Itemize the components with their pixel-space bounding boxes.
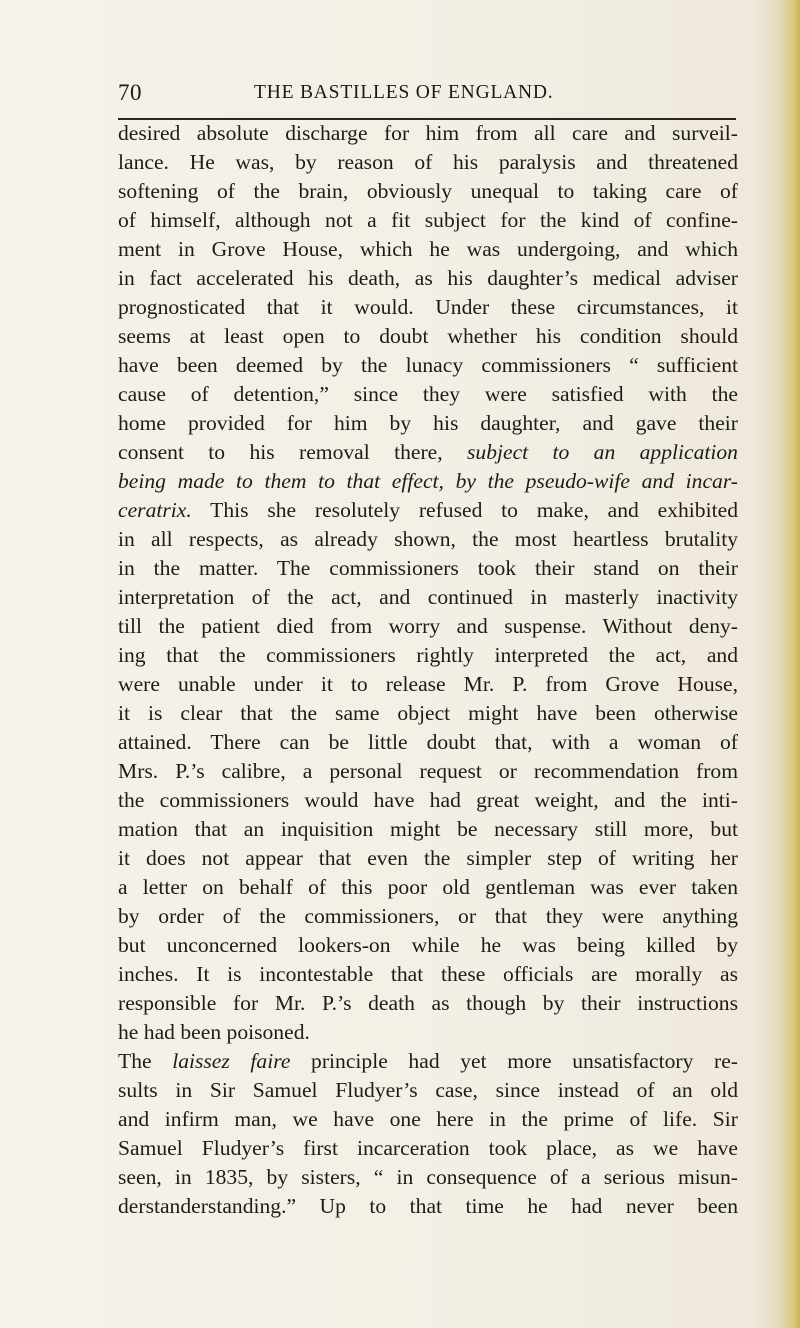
text-line <box>118 293 738 322</box>
text-line <box>118 554 738 583</box>
text-line <box>118 786 738 815</box>
text-run: seen, in 1835, by sisters, “ in consequence of a serious misun- <box>118 1165 738 1189</box>
text-line <box>118 264 738 293</box>
text-run: sults in Sir Samuel Fludyer’s case, since instead of an old <box>118 1078 738 1102</box>
text-run: have been deemed by the lunacy commissioners “ sufficient <box>118 353 738 377</box>
text-line <box>118 873 738 902</box>
text-line <box>118 960 738 989</box>
text-line <box>118 583 738 612</box>
text-run: Samuel Fludyer’s first incarceration took place, as we have <box>118 1136 738 1160</box>
text-line <box>118 177 738 206</box>
text-run: desired absolute discharge for him from all care and surveil- <box>118 121 738 145</box>
text-run: seems at least open to doubt whether his condition should <box>118 324 738 348</box>
text-line <box>118 351 738 380</box>
text-run: home provided for him by his daughter, and gave their <box>118 411 738 435</box>
text-line <box>118 641 738 670</box>
text-run: principle had yet more unsatisfactory re- <box>290 1049 738 1073</box>
text-line <box>118 235 738 264</box>
text-line <box>118 496 738 525</box>
text-run: were unable under it to release Mr. P. from Grove House, <box>118 672 738 696</box>
text-line <box>118 931 738 960</box>
text-run: and infirm man, we have one here in the prime of life. Sir <box>118 1107 738 1131</box>
text-line <box>118 728 738 757</box>
text-run: he had been poisoned. <box>118 1020 310 1044</box>
text-run: by order of the commissioners, or that they were anything <box>118 904 738 928</box>
text-line <box>118 757 738 786</box>
text-run: the commissioners would have had great weight, and the inti- <box>118 788 738 812</box>
text-line <box>118 844 738 873</box>
italic-text: being made to them to that effect, by the pseudo-wife and incar- <box>118 469 738 493</box>
text-line <box>118 1105 738 1134</box>
body-text <box>118 119 738 1221</box>
text-run: inches. It is incontestable that these officials are morally as <box>118 962 738 986</box>
italic-text: subject to an application <box>467 440 738 464</box>
text-line <box>118 815 738 844</box>
text-line <box>118 612 738 641</box>
text-line <box>118 1192 738 1221</box>
text-line <box>118 670 738 699</box>
text-line <box>118 380 738 409</box>
text-run: prognosticated that it would. Under these circumstances, it <box>118 295 738 319</box>
page-header <box>118 78 738 108</box>
page-number: 70 <box>118 80 142 105</box>
text-run: of himself, although not a fit subject for the kind of confine- <box>118 208 738 232</box>
text-line <box>118 409 738 438</box>
text-line <box>118 148 738 177</box>
text-run: attained. There can be little doubt that, with a woman of <box>118 730 738 754</box>
text-run: it is clear that the same object might have been otherwise <box>118 701 738 725</box>
text-run: in the matter. The commissioners took their stand on their <box>118 556 738 580</box>
text-run: till the patient died from worry and suspense. Without deny- <box>118 614 738 638</box>
text-run: a letter on behalf of this poor old gentleman was ever taken <box>118 875 738 899</box>
text-line <box>118 1047 738 1076</box>
text-run: The <box>118 1049 173 1073</box>
text-line <box>118 525 738 554</box>
text-line <box>118 1134 738 1163</box>
running-head: THE BASTILLES OF ENGLAND. <box>254 82 554 103</box>
text-run: but unconcerned lookers-on while he was being killed by <box>118 933 738 957</box>
text-run: ment in Grove House, which he was undergoing, and which <box>118 237 738 261</box>
text-run: derstanderstanding.” Up to that time he had never been <box>118 1194 738 1218</box>
text-line <box>118 1018 738 1047</box>
italic-text: ceratrix. <box>118 498 192 522</box>
text-run: mation that an inquisition might be necessary still more, but <box>118 817 738 841</box>
text-run: Mrs. P.’s calibre, a personal request or recommendation from <box>118 759 738 783</box>
text-run: cause of detention,” since they were satisfied with the <box>118 382 738 406</box>
text-line <box>118 1076 738 1105</box>
text-run: consent to his removal there, <box>118 440 468 464</box>
text-line <box>118 206 738 235</box>
text-line <box>118 989 738 1018</box>
text-run: it does not appear that even the simpler step of writing her <box>118 846 738 870</box>
text-line <box>118 1163 738 1192</box>
text-run: lance. He was, by reason of his paralysis and threatened <box>118 150 738 174</box>
text-line <box>118 902 738 931</box>
text-run: in all respects, as already shown, the most heartless brutality <box>118 527 738 551</box>
text-line <box>118 438 738 467</box>
text-run: interpretation of the act, and continued in masterly inactivity <box>118 585 738 609</box>
text-line <box>118 699 738 728</box>
text-run: softening of the brain, obviously unequal to taking care of <box>118 179 738 203</box>
text-line <box>118 467 738 496</box>
text-line <box>118 119 738 148</box>
text-run: ing that the commissioners rightly interpreted the act, and <box>118 643 738 667</box>
page-edge <box>786 0 800 1328</box>
text-run: This she resolutely refused to make, and exhibited <box>191 498 738 522</box>
text-run: in fact accelerated his death, as his daughter’s medical adviser <box>118 266 738 290</box>
italic-text: laissez faire <box>172 1049 291 1073</box>
text-line <box>118 322 738 351</box>
text-run: responsible for Mr. P.’s death as though by their instructions <box>118 991 738 1015</box>
